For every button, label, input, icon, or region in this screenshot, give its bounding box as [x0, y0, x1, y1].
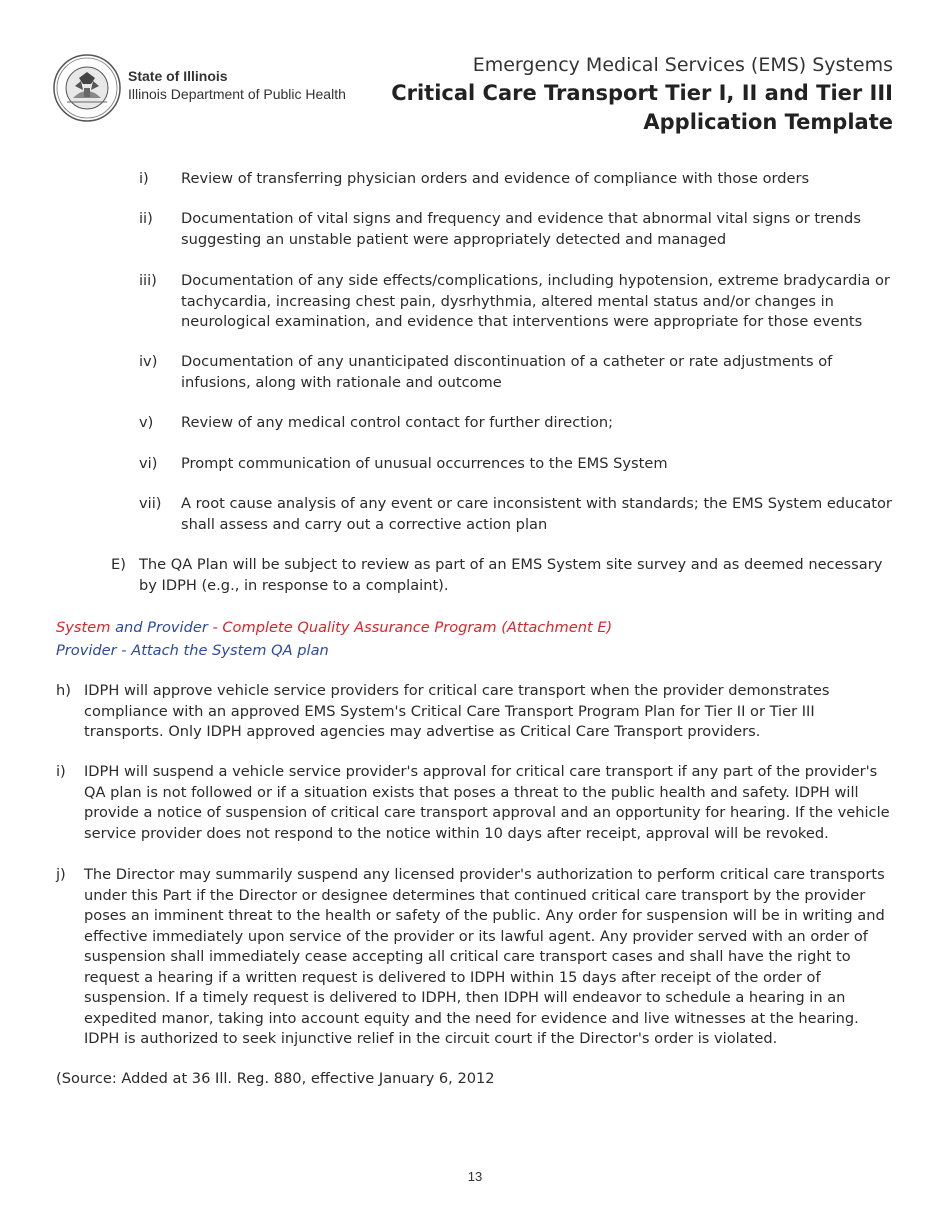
list-item-marker: v) [139, 414, 154, 431]
note-and-provider: and Provider [115, 619, 208, 636]
list-item-marker: ii) [139, 210, 153, 227]
list-item-marker: vi) [139, 455, 158, 472]
list-item-marker: iv) [139, 353, 158, 370]
list-item-marker: E) [111, 556, 126, 573]
document-subtitle: Emergency Medical Services (EMS) Systems [472, 54, 893, 76]
source-citation: (Source: Added at 36 Ill. Reg. 880, effective January 6, 2012 [56, 1070, 495, 1087]
attachment-note [56, 616, 612, 639]
list-item: Documentation of any unanticipated discontinuation of a catheter or rate adjustments of infusions, along with rationale and outcome [181, 353, 833, 391]
list-item: Prompt communication of unusual occurrences to the EMS System [181, 455, 668, 472]
attachment-note-provider: Provider - Attach the System QA plan [56, 642, 329, 659]
list-item: Documentation of vital signs and frequency and evidence that abnormal vital signs or trends suggesting an unstable patient were appropriately detected and managed [181, 210, 861, 248]
list-item-marker: i) [139, 170, 149, 187]
list-item: IDPH will suspend a vehicle service provider's approval for critical care transport if any part of the provider's QA plan is not followed or if a situation exists that poses a threat to the public health and safety. IDPH will provide a notice of suspension of critical care transport approval and an opportunity for hearing. If the vehicle service provider does not respond to the notice within 10 days after receipt, approval will be revoked. [84, 763, 890, 842]
list-item: The Director may summarily suspend any licensed provider's authorization to perform critical care transports under this Part if the Director or designee determines that continued critical care transport by the provider poses an imminent threat to the health or safety of the public. Any order for suspension will be in writing and effective immediately upon service of the provider or its lawful agent. Any provider served with an order of suspension shall immediately cease accepting all critical care transport cases and shall have the right to request a hearing if a written request is delivered to IDPH within 15 days after receipt of the order of suspension. If a timely request is delivered to IDPH, then IDPH will endeavor to schedule a hearing in an expedited manor, taking into account equity and the need for evidence and live witnesses at the hearing. IDPH is authorized to seek injunctive relief in the circuit court if the Director's order is violated. [84, 866, 885, 1047]
list-item-marker: i) [56, 763, 66, 780]
agency-block [128, 67, 346, 103]
illinois-state-seal-icon [53, 54, 121, 122]
page-number: 13 [467, 1169, 483, 1184]
list-item-marker: iii) [139, 272, 157, 289]
page-header [0, 0, 950, 150]
list-item: Review of any medical control contact for further direction; [181, 414, 614, 431]
list-item: Review of transferring physician orders and evidence of compliance with those orders [181, 170, 810, 187]
state-name: State of Illinois [128, 68, 228, 84]
document-title-line1: Critical Care Transport Tier I, II and Tier III [391, 81, 893, 105]
list-item: The QA Plan will be subject to review as part of an EMS System site survey and as deemed necessary by IDPH (e.g., in response to a complaint). [139, 556, 883, 594]
list-item-marker: h) [56, 682, 71, 699]
list-item: IDPH will approve vehicle service providers for critical care transport when the provider demonstrates compliance with an approved EMS System's Critical Care Transport Program Plan for Tier II or Tier III transports. Only IDPH approved agencies may advertise as Critical Care Transport providers. [84, 682, 830, 740]
list-item: Documentation of any side effects/complications, including hypotension, extreme bradycardia or tachycardia, increasing chest pain, dysrhythmia, altered mental status and/or changes in neurological examination, and evidence that interventions were appropriate for those events [181, 272, 890, 330]
department-name: Illinois Department of Public Health [128, 86, 346, 102]
list-item-marker: j) [56, 866, 66, 883]
list-item: A root cause analysis of any event or care inconsistent with standards; the EMS System educator shall assess and carry out a corrective action plan [181, 495, 892, 533]
note-complete-qa: - Complete Quality Assurance Program (Attachment E) [207, 619, 613, 636]
list-item-marker: vii) [139, 495, 162, 512]
note-system: System [56, 619, 111, 636]
document-title-line2: Application Template [643, 110, 893, 134]
document-title-block [391, 51, 893, 137]
